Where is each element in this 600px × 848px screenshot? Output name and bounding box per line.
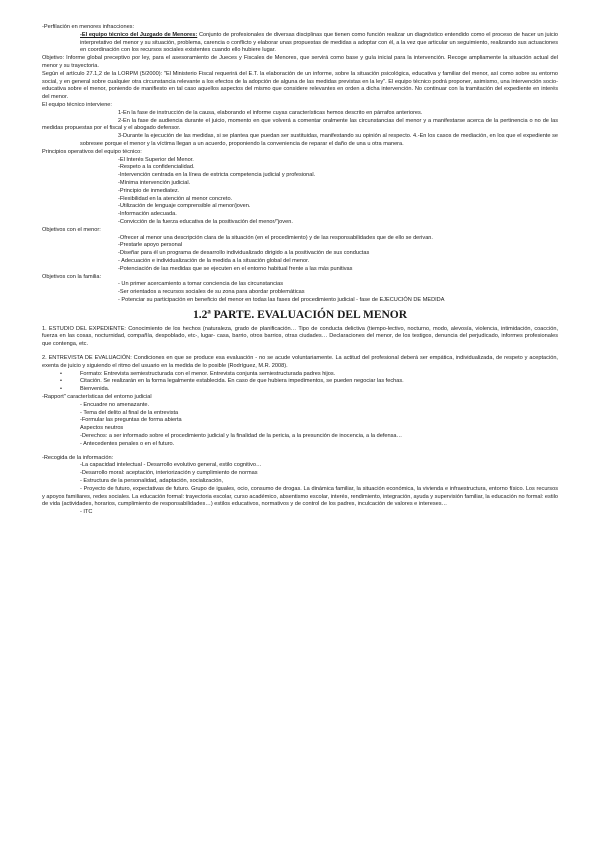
fase-2: 2-En la fase de audiencia durante el juicio, momento en que volverá a comentar oralmente las circunstancias del menor y a manifestarse acerca de la pertinencia o no de las medidas propuestas por el fiscal y el abogado defensor.: [42, 117, 558, 132]
recogida-heading: -Recogida de la información:: [42, 454, 114, 461]
list-item-text: Citación. Se realizarán en la forma legalmente establecida. En caso de que hubiera impedimentos, se pueden negociar las fechas.: [80, 378, 404, 385]
list-item: -Ofrecer al menor una descripción clara de la situación (en el procedimiento) y de las responsabilidades que de ello se derivan.: [118, 234, 433, 241]
document-page: [42, 24, 558, 517]
list-item: -Principio de inmediatez.: [118, 187, 180, 194]
list-item: - Adecuación e individualización de la medida a la situación global del menor.: [118, 257, 310, 264]
list-item: - Antecedentes penales o en el futuro.: [80, 440, 175, 447]
principios-heading: Principios operativos del equipo técnico:: [42, 148, 142, 155]
entrevista-paragraph: 2. ENTREVISTA DE EVALUACIÓN: Condiciones en que se produce esa evaluación - no se acude voluntariamente. La actitud del profesional deberá ser empática, individualizada, de respeto y aceptación, exenta de juicio y siguiendo el ritmo del usuario en la medida de lo posible (Rodríguez, M.R. 2008).: [42, 355, 558, 369]
list-item: - Encuadre no amenazante.: [80, 401, 150, 408]
list-item: [42, 378, 558, 386]
equipo-tecnico-label: -El equipo técnico del Juzgado de Menores:: [80, 31, 198, 38]
recogida-list: [42, 462, 558, 485]
section-title: 1.2ª PARTE. EVALUACIÓN DEL MENOR: [192, 308, 408, 321]
equipo-tecnico-text: Conjunto de profesionales de diversas disciplinas que tienen como función realizar un diagnóstico entendido como el proceso de hacer un juicio interpretativo del menor y su situación, problema, carencia o conflicto y elaborar unas propuestas de medidas a adoptar con él, a la vez que articular un seguimiento, realizando sus actuaciones en coordinación con los recursos sociales existentes cuando ello hubiere lugar.: [80, 31, 558, 54]
principios-list: [42, 157, 558, 227]
list-item-text: Bienvenida.: [80, 386, 110, 393]
perfiles-line: -Perfilación en menores infracciones:: [42, 24, 135, 30]
list-item: -Ser orientados a recursos sociales de su zona para abordar problemáticas: [118, 289, 305, 296]
list-item: -Derechos: a ser informado sobre el procedimiento judicial y la finalidad de la pericia, a la presunción de inocencia, a la defensa…: [80, 433, 403, 440]
objetivos-menor-heading: Objetivos con el menor:: [42, 226, 101, 233]
objetivos-familia-list: [42, 281, 558, 304]
list-item: -El Interés Superior del Menor.: [118, 156, 194, 163]
list-item: -Diseñar para él un programa de desarrollo individualizado dirigido a la positivación de sus conductas: [118, 250, 370, 257]
segun-paragraph: Según el artículo 27.1,2 de la LORPM (5/2000): "El Ministerio Fiscal requerirá del E.T. la elaboración de un informe, sobre la situación psicológica, educativa y familiar del menor, así como sobre su entorno social, y en general sobre cualquier otra circunstancia relevante a los efectos de la adopción de alguna de las medidas previstas en la ley". El equipo técnico podrá proponer, asimismo, una intervención socio-educativa sobre el menor, poniendo de manifiesto en tal caso aquellos aspectos del mismo que considere relevantes en orden a dicha intervención. No continuar con la tramitación del expediente en interés del menor.: [42, 70, 558, 101]
bullet-icon: •: [60, 386, 62, 393]
list-item: - Estructura de la personalidad, adaptación, socialización,: [80, 478, 224, 485]
list-item: -Desarrollo moral: aceptación, interiorización y cumplimiento de normas: [80, 470, 258, 477]
objetivo-paragraph: Objetivo: Informe global preceptivo por ley, para el asesoramiento de Jueces y Fiscales de Menores, que servirá como base y guía inicial para la intervención. Recoge ampliamente la situación actual del menor y su trayectoria.: [42, 55, 558, 69]
list-item: -La capacidad intelectual - Desarrollo evolutivo general, estilo cognitivo…: [80, 462, 262, 469]
list-item: -Mínima intervención judicial.: [118, 179, 191, 186]
objetivos-menor-list: [42, 235, 558, 274]
estudio-expediente-paragraph: 1. ESTUDIO DEL EXPEDIENTE: Conocimiento de los hechos (naturaleza, grado de planificación… Tipo de conducta delictiva (tiempo-lectivo, nocturno, modo, alevosía, violencia, intimidación, coacción, fuerza en las cosas, nocturnidad, compañía, despoblado, etc-, lugar- casa, barrio, otros barrios, otras ciudades… Declaraciones del menor, de los testigos, denuncia del perjudicado, informes profesionales que contenga, etc.: [42, 325, 558, 348]
list-item: [42, 386, 558, 394]
list-item-text: Formato: Entrevista semiestructurada con el menor. Entrevista conjunta semiestructurada padres hijos.: [80, 370, 336, 377]
entrevista-list: [42, 371, 558, 394]
fase-1: 1-En la fase de instrucción de la causa, elaborando el informe cuyas características hemos descrito en párrafos anteriores.: [118, 109, 423, 116]
proyecto-paragraph: - Proyecto de futuro, expectativas de futuro. Grupo de iguales, ocio, consumo de drogas. La dinámica familiar, la situación económica, la vivienda e infraestructura, entorno físico. Los recursos y apoyos familiares, redes sociales. La educación formal: trayectoria escolar, curso académico, absentismo escolar, interés, rendimiento, integración, ayuda y supervisión familiar, la educación no formal: estilo de vida (actividades, horarios, cumplimiento de responsabilidades…) estilos educativos, normativos y de control de los padres, inculcación de valores e intereses…: [42, 485, 558, 508]
list-item: - Tema del delito al final de la entrevista: [80, 409, 179, 416]
rapport-heading: -Rapport" características del entorno judicial: [42, 394, 152, 401]
equipo-tecnico-paragraph: [42, 32, 558, 55]
objetivos-familia-heading: Objetivos con la familia:: [42, 273, 102, 280]
itc-line: - ITC: [80, 509, 93, 516]
list-item: - Un primer acercamiento a tomar conciencia de las circunstancias: [118, 281, 284, 288]
list-item: -Convicción de la fuerza educativa de la positivación del menor/"joven.: [118, 218, 293, 225]
list-item: -Formular las preguntas de forma abierta: [80, 417, 182, 424]
bullet-icon: •: [60, 378, 62, 385]
list-item: -Utilización de lenguaje comprensible al menor/joven.: [118, 203, 251, 210]
list-item: -Respeto a la confidencialidad.: [118, 164, 195, 171]
list-item: - Potenciar su participación en beneficio del menor en todas las fases del procedimiento judicial - fase de EJECUCIÓN DE MEDIDA: [118, 296, 445, 303]
rapport-list: [42, 402, 558, 449]
interviene-heading: El equipo técnico interviene:: [42, 101, 112, 108]
list-item: -Potenciación de las medidas que se ejecuten en el entorno habitual frente a las más punitivas: [118, 265, 353, 272]
list-item: -Intervención centrada en la línea de estricta competencia judicial y profesional.: [118, 172, 316, 179]
list-item: [42, 371, 558, 379]
list-item: -Información adecuada.: [118, 211, 177, 218]
fase-3: 3-Durante la ejecución de las medidas, si se plantea que puedan ser sustituidas, manifestando su opinión al respecto. 4.-En los casos de mediación, en los que el expediente se sobresee porque el menor y la víctima llegan a un acuerdo, proponiendo la conveniencia de reparar el daño de una u otra manera.: [80, 133, 558, 147]
list-item: -Prestarle apoyo personal: [118, 242, 183, 249]
list-item: -Flexibilidad en la atención al menor concreto.: [118, 195, 233, 202]
bullet-icon: •: [60, 370, 62, 377]
list-item: Aspectos neutros: [80, 425, 124, 432]
